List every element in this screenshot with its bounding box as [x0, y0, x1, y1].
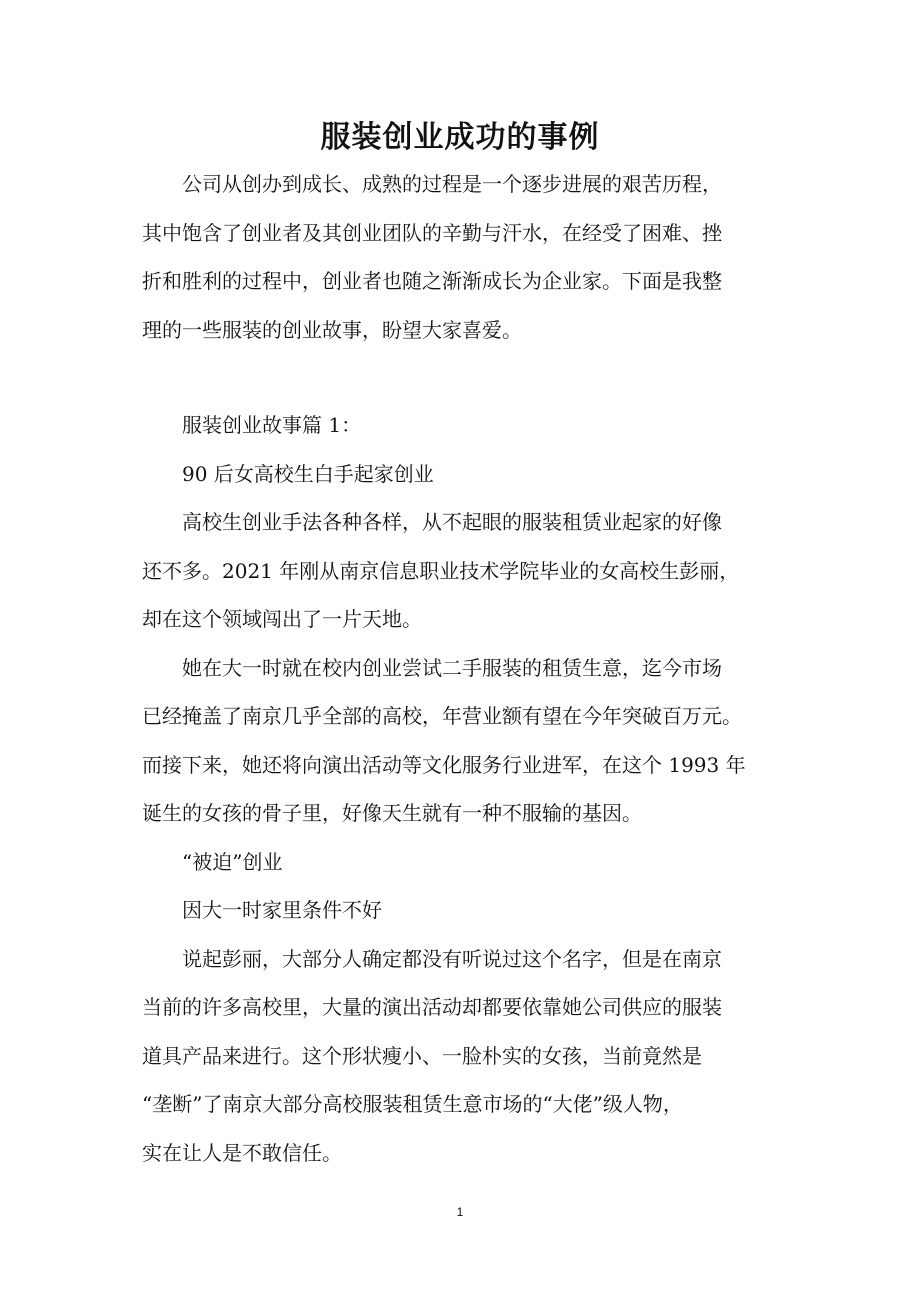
paragraph-line: 却在这个领域闯出了一片天地。 — [142, 607, 422, 631]
paragraph-line: 高校生创业手法各种各样，从不起眼的服装租赁业起家的好像 — [182, 510, 722, 534]
section-heading: 服装创业故事篇 1： — [182, 413, 362, 437]
paragraph-line: 说起彭丽，大部分人确定都没有听说过这个名字，但是在南京 — [182, 947, 722, 971]
paragraph-line: 公司从创办到成长、成熟的过程是一个逐步进展的艰苦历程， — [182, 172, 722, 196]
paragraph-line: 已经掩盖了南京几乎全部的高校，年营业额有望在今年突破百万元。 — [142, 704, 742, 728]
paragraph-line: 折和胜利的过程中，创业者也随之渐渐成长为企业家。下面是我整 — [142, 269, 722, 293]
paragraph-line: 其中饱含了创业者及其创业团队的辛勤与汗水，在经受了困难、挫 — [142, 221, 722, 245]
subheading: “被迫”创业 — [182, 850, 283, 874]
paragraph-line: 当前的许多高校里，大量的演出活动却都要依靠她公司供应的服装 — [142, 995, 722, 1019]
paragraph-line: 而接下来，她还将向演出活动等文化服务行业进军，在这个 1993 年 — [142, 753, 746, 777]
paragraph-line: 她在大一时就在校内创业尝试二手服装的租赁生意，迄今市场 — [182, 656, 722, 680]
paragraph-line: 理的一些服装的创业故事，盼望大家喜爱。 — [142, 318, 522, 342]
paragraph-line: “垄断”了南京大部分高校服装租赁生意市场的“大佬”级人物， — [142, 1092, 683, 1116]
paragraph-line: 实在让人是不敢信任。 — [142, 1141, 342, 1165]
paragraph-line: 道具产品来进行。这个形状瘦小、一脸朴实的女孩，当前竟然是 — [142, 1044, 702, 1068]
paragraph-line: 诞生的女孩的骨子里，好像天生就有一种不服输的基因。 — [142, 801, 642, 825]
paragraph-line: 还不多。2021 年刚从南京信息职业技术学院毕业的女高校生彭丽， — [142, 559, 740, 583]
document-title: 服装创业成功的事例 — [320, 120, 600, 155]
story-heading: 90 后女高校生白手起家创业 — [182, 462, 434, 486]
subheading: 因大一时家里条件不好 — [182, 898, 382, 922]
page-number: 1 — [456, 1205, 464, 1219]
